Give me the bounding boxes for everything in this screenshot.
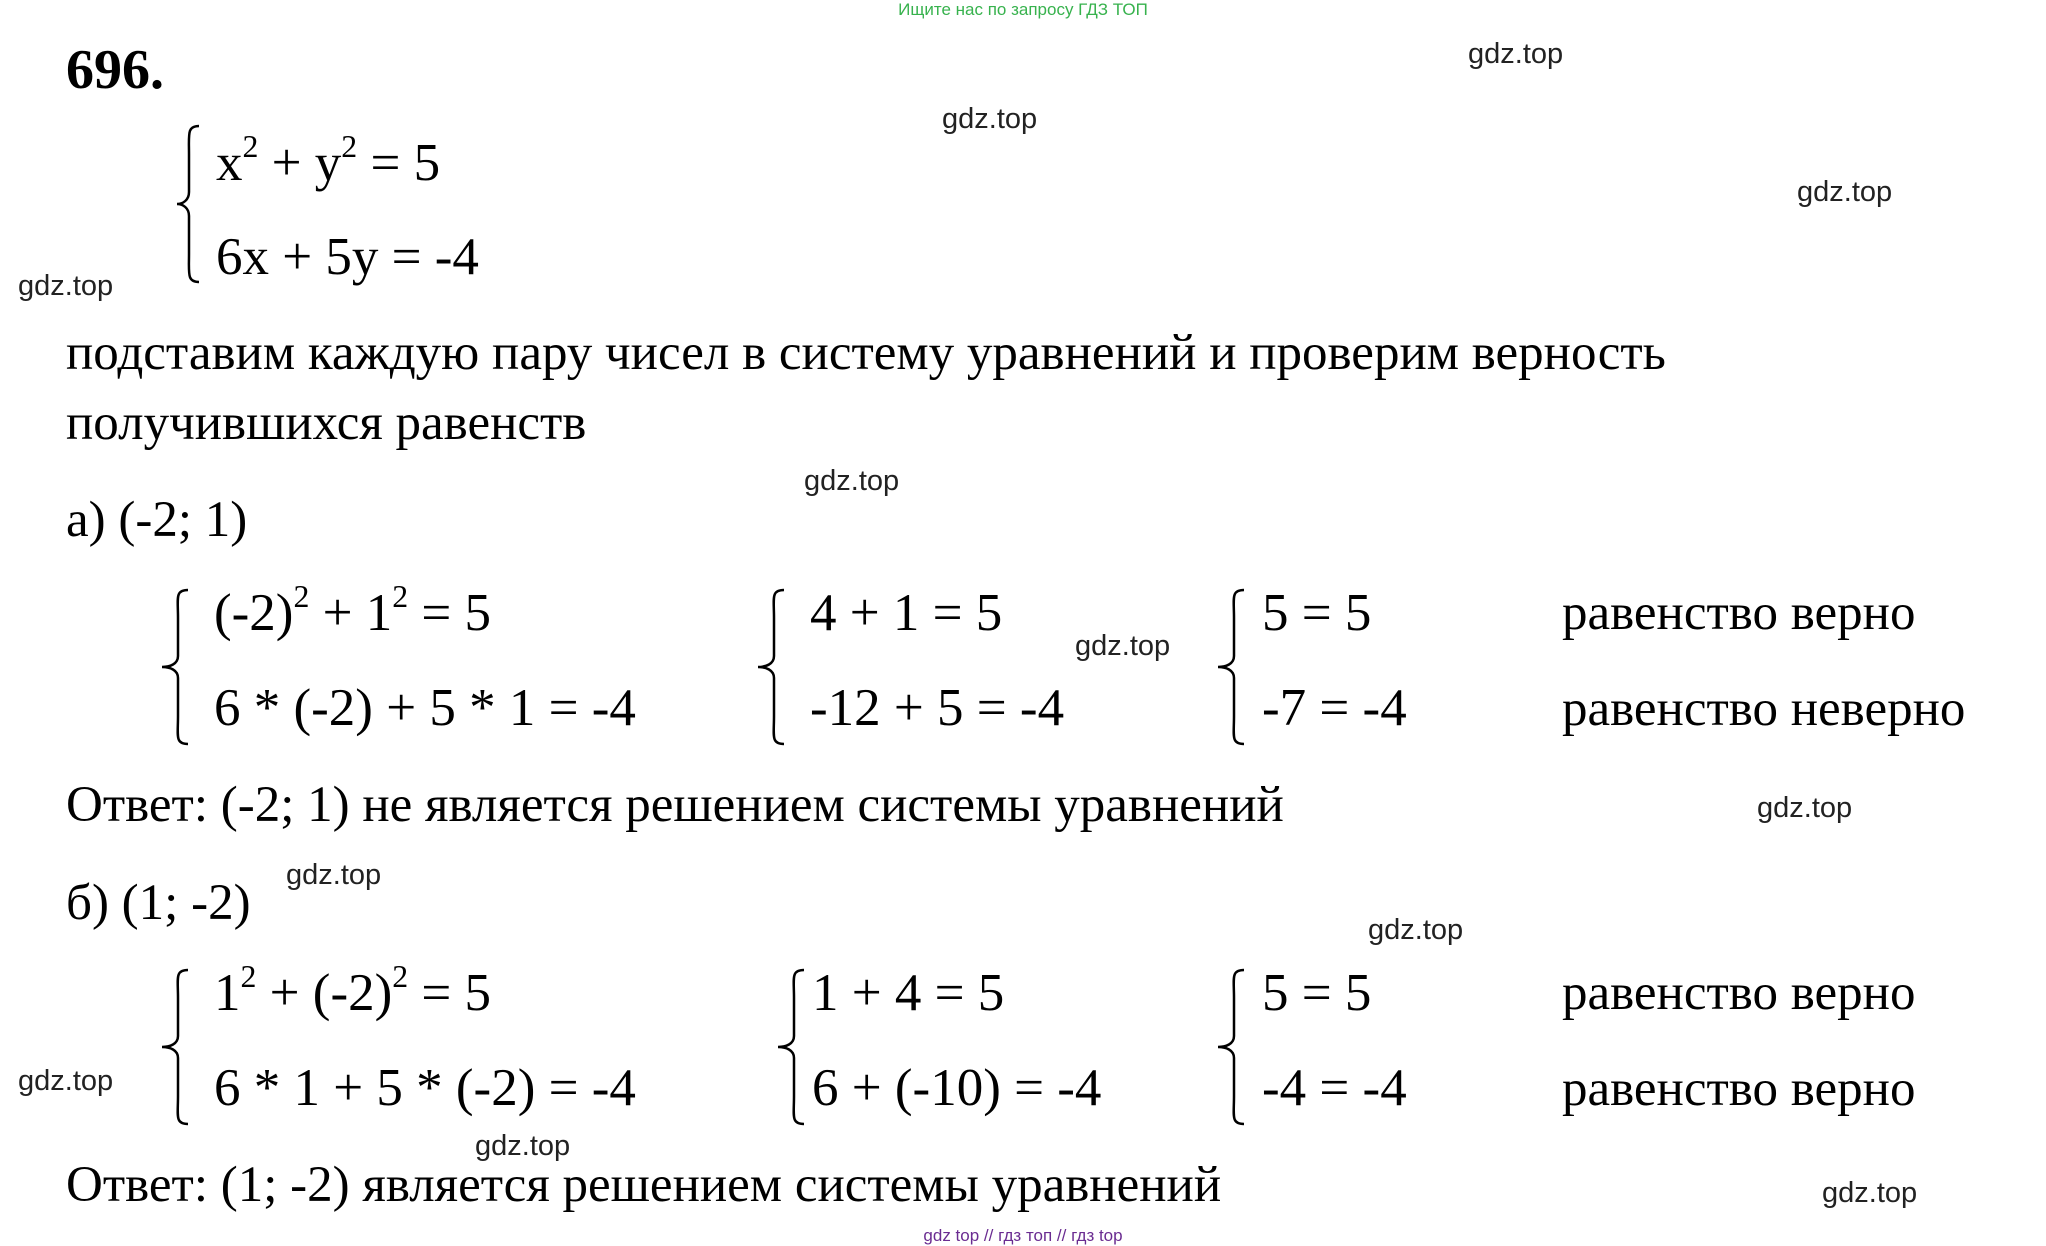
part-a-col1-eq1: $(-2)^2 + 1^2 = 5$ bbox=[214, 579, 492, 642]
part-b-verdict-2: равенство верно bbox=[1562, 1061, 1916, 1117]
part-a-brace-1 bbox=[160, 588, 190, 746]
part-b-label: б) (1; -2) bbox=[66, 875, 251, 931]
watermark: gdz.top bbox=[1368, 914, 1464, 946]
part-a-col2-eq1: 4 + 1 = 5 bbox=[810, 584, 1003, 642]
system-equation-2: 6x + 5y = -4 bbox=[216, 228, 479, 286]
watermark: gdz.top bbox=[942, 103, 1038, 135]
part-a-answer: Ответ: (-2; 1) не является решением системы уравнений bbox=[66, 777, 1284, 833]
part-a-verdict-1: равенство верно bbox=[1562, 585, 1916, 641]
part-b-col3-eq2: -4 = -4 bbox=[1262, 1059, 1407, 1117]
problem-number: 696. bbox=[66, 39, 164, 101]
part-b-col3-eq1: 5 = 5 bbox=[1262, 964, 1372, 1022]
watermark: gdz.top bbox=[804, 465, 900, 497]
part-a-brace-3 bbox=[1216, 588, 1246, 746]
part-a-col2-eq2: -12 + 5 = -4 bbox=[810, 679, 1065, 737]
part-b-brace-2 bbox=[776, 968, 806, 1126]
system-equation-1: $x^2 + y^2 = 5$ bbox=[216, 129, 441, 192]
part-b-col1-eq1: $1^2 + (-2)^2 = 5$ bbox=[214, 959, 492, 1022]
part-b-col2-eq2: 6 + (-10) = -4 bbox=[812, 1059, 1102, 1117]
part-a-col3-eq1: 5 = 5 bbox=[1262, 584, 1372, 642]
part-a-verdict-2: равенство неверно bbox=[1562, 681, 1966, 737]
system-brace bbox=[175, 124, 201, 284]
watermark: gdz.top bbox=[1468, 38, 1564, 70]
watermark: gdz.top bbox=[18, 270, 114, 302]
part-b-col2-eq1: 1 + 4 = 5 bbox=[812, 964, 1005, 1022]
search-banner: Ищите нас по запросу ГДЗ ТОП bbox=[898, 0, 1148, 19]
watermark: gdz.top bbox=[1822, 1177, 1918, 1209]
part-a-label: а) (-2; 1) bbox=[66, 492, 248, 548]
part-b-brace-1 bbox=[160, 968, 190, 1126]
watermark: gdz.top bbox=[1757, 792, 1853, 824]
part-a-brace-2 bbox=[756, 588, 786, 746]
watermark: gdz.top bbox=[1797, 176, 1893, 208]
footer-watermark: gdz top // гдз топ // гдз top bbox=[923, 1226, 1123, 1245]
watermark: gdz.top bbox=[475, 1130, 571, 1162]
part-a-col3-eq2: -7 = -4 bbox=[1262, 679, 1407, 737]
instruction-line-1: подставим каждую пару чисел в систему уравнений и проверим верность bbox=[66, 325, 1666, 381]
instruction-line-2: получившихся равенств bbox=[66, 395, 587, 451]
part-b-answer: Ответ: (1; -2) является решением системы уравнений bbox=[66, 1157, 1222, 1213]
watermark: gdz.top bbox=[1075, 630, 1171, 662]
watermark: gdz.top bbox=[18, 1065, 114, 1097]
part-a-col1-eq2: 6 * (-2) + 5 * 1 = -4 bbox=[214, 679, 636, 737]
part-b-verdict-1: равенство верно bbox=[1562, 965, 1916, 1021]
watermark: gdz.top bbox=[286, 859, 382, 891]
part-b-brace-3 bbox=[1216, 968, 1246, 1126]
part-b-col1-eq2: 6 * 1 + 5 * (-2) = -4 bbox=[214, 1059, 636, 1117]
